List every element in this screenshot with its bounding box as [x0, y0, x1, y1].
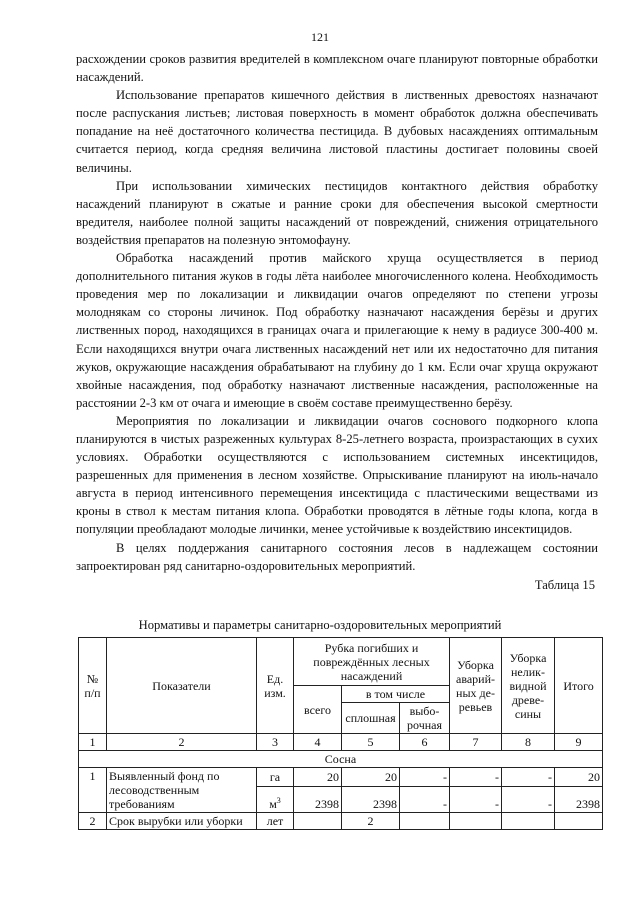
- row-name: Срок вырубки или уборки: [107, 813, 257, 830]
- cell-solid: 20: [342, 768, 400, 787]
- header-itogo: Итого: [555, 638, 603, 734]
- cell-itogo: 20: [555, 768, 603, 787]
- row-name: Выявленный фонд по лесоводственным требованиям: [107, 768, 257, 813]
- cell-cleanup-illiquid: [502, 813, 555, 830]
- body-text: [76, 50, 598, 575]
- cell-selective: -: [400, 768, 450, 787]
- paragraph: Обработка насаждений против майского хруща осуществляется в период дополнительного питания жуков в годы лёта наиболее многочисленного колена. Необходимость проведения мер по локализации и ликвидации очагов определяют по степени угрозы молоднякам со стороны личинок. Под обработку назначают насаждения берёзы и других лиственных пород, находящихся в границах очага и прилегающие к нему в радиусе 300-400 м. Если находящихся внутри очага лиственных насаждений нет или их недостаточно для питания жуков, окружающие насаждения обрабатывают на глубину до 1 км. Если очаг хруща окружают хвойные насаждения, под обработку назначают лиственные насаждения, расположенные на расстоянии 2-3 км от очага и имеющие в своём составе преимущественно берёзу.: [76, 251, 598, 410]
- col-number: 8: [502, 734, 555, 751]
- row-num: 1: [79, 768, 107, 813]
- header-unit: Ед. изм.: [257, 638, 294, 734]
- cell-cleanup-trees: -: [450, 787, 502, 813]
- cell-solid: 2: [342, 813, 400, 830]
- header-cleanup-illiquid: Уборка нелик-видной древе-сины: [502, 638, 555, 734]
- cell-selective: [400, 813, 450, 830]
- unit-text: м: [269, 797, 277, 811]
- paragraph: В целях поддержания санитарного состояния лесов в надлежащем состоянии запроектирован ряд санитарно-оздоровительных мероприятий.: [76, 540, 598, 573]
- col-number: 1: [79, 734, 107, 751]
- cell-itogo: 2398: [555, 787, 603, 813]
- table-row: [79, 813, 603, 830]
- cell-solid: 2398: [342, 787, 400, 813]
- header-incl: в том числе: [342, 686, 450, 703]
- cell-itogo: [555, 813, 603, 830]
- header-solid: сплошная: [342, 703, 400, 734]
- header-felling: Рубка погибших и повреждённых лесных насаждений: [294, 638, 450, 686]
- unit-superscript: 3: [276, 796, 281, 805]
- col-number: 9: [555, 734, 603, 751]
- paragraph: расхождении сроков развития вредителей в комплексном очаге планируют повторные обработки насаждений.: [76, 52, 598, 85]
- table-title: Нормативы и параметры санитарно-оздоровительных мероприятий: [138, 618, 502, 632]
- cell-selective: -: [400, 787, 450, 813]
- header-num: № п/п: [79, 638, 107, 734]
- row-unit: лет: [257, 813, 294, 830]
- col-number: 7: [450, 734, 502, 751]
- col-number: 4: [294, 734, 342, 751]
- column-numbers-row: [79, 734, 603, 751]
- paragraph: При использовании химических пестицидов контактного действия обработку насаждений планируют в сжатые и ранние сроки для обеспечения высокой смертности вредителя, наиболее полной защиты насаждений от повреждений, снижения отрицательного воздействия препаратов на полезную энтомофауну.: [76, 178, 598, 247]
- cell-cleanup-trees: -: [450, 768, 502, 787]
- cell-total: 2398: [294, 787, 342, 813]
- cell-cleanup-illiquid: -: [502, 768, 555, 787]
- paragraph: Использование препаратов кишечного действия в лиственных древостоях назначают после распускания листьев; листовая поверхность в момент обработок должна обеспечивать попадание на неё достаточного количества пестицида. В дубовых насаждениях оптимальным считается период, когда средняя величина листовой пластины достигает половины своей величины.: [76, 88, 598, 175]
- row-unit: га: [257, 768, 294, 787]
- cell-total: 20: [294, 768, 342, 787]
- cell-cleanup-illiquid: -: [502, 787, 555, 813]
- col-number: 5: [342, 734, 400, 751]
- cell-total: [294, 813, 342, 830]
- row-unit: [257, 787, 294, 813]
- header-selective: выбо-рочная: [400, 703, 450, 734]
- header-total: всего: [294, 686, 342, 734]
- col-number: 6: [400, 734, 450, 751]
- table-label: Таблица 15: [534, 578, 595, 592]
- table-row: [79, 768, 603, 787]
- page-number: 121: [311, 30, 329, 44]
- paragraph: Мероприятия по локализации и ликвидации очагов соснового подкорного клопа планируются в чистых разреженных культурах 8-25-летнего возраста, произрастающих в сухих условиях. Обработки осуществляются с использованием системных инсектицидов, разрешенных для применения в лесном хозяйстве. Опрыскивание планируют на июль-начало августа в период интенсивного перемещения инсектицида с пластическими веществами из кроны в ствол к местам питания клопа. Обработки проводятся в лётные годы клопа, когда в популяции преобладают молодые личинки, менее устойчивые к воздействию инсектицидов.: [76, 413, 598, 537]
- section-header: Сосна: [79, 751, 603, 768]
- header-cleanup-trees: Уборка аварий-ных де-ревьев: [450, 638, 502, 734]
- norms-table: [78, 637, 603, 830]
- cell-cleanup-trees: [450, 813, 502, 830]
- row-num: 2: [79, 813, 107, 830]
- header-indicators: Показатели: [107, 638, 257, 734]
- col-number: 3: [257, 734, 294, 751]
- col-number: 2: [107, 734, 257, 751]
